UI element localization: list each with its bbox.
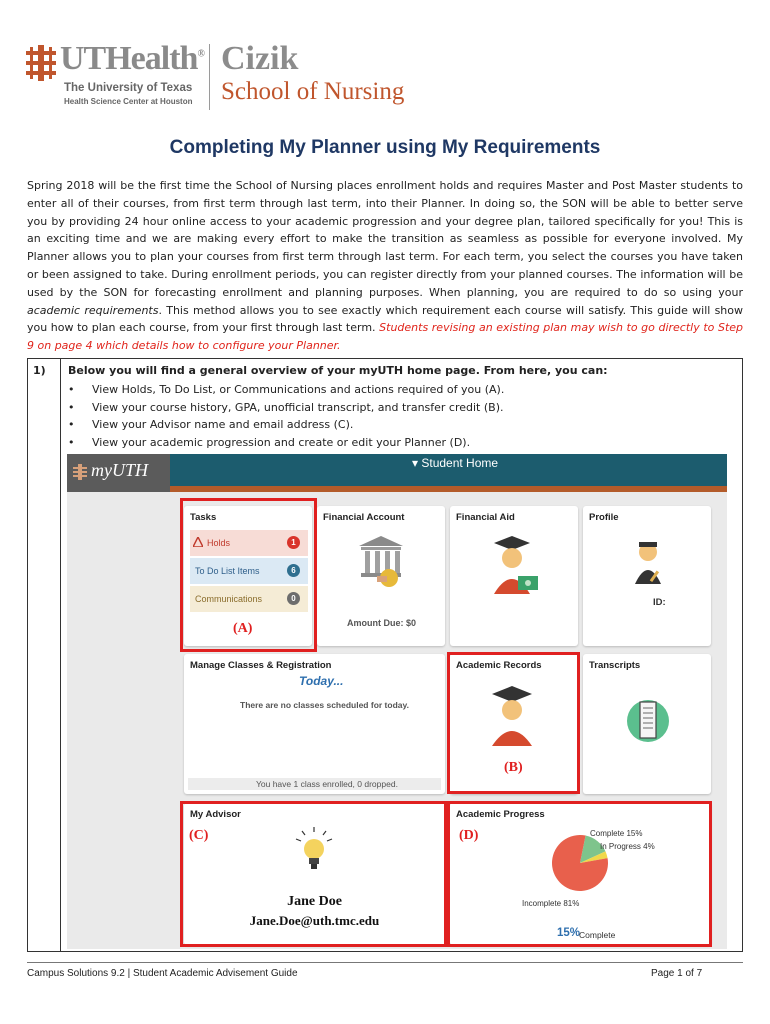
advisor-header: My Advisor xyxy=(190,809,241,820)
financial-account-header: Financial Account xyxy=(323,512,405,523)
amount-due: Amount Due: $0 xyxy=(347,618,417,628)
todo-item[interactable]: To Do List Items 6 xyxy=(190,558,308,584)
manage-classes-header: Manage Classes & Registration xyxy=(190,660,332,671)
myuth-brand-block xyxy=(67,454,170,492)
intro-red-note: Students revising an existing plan may wish to go directly to Step 9 on page 4 which details how to configure your Planner. xyxy=(27,321,744,353)
todo-count-badge: 6 xyxy=(287,564,300,577)
footer-divider xyxy=(27,962,743,963)
step-table-divider xyxy=(60,358,61,952)
financial-aid-header: Financial Aid xyxy=(456,512,515,523)
step-number: 1) xyxy=(33,364,46,377)
intro-paragraph: Spring 2018 will be the first time the School of Nursing places enrollment holds and requires Master and Post Master students to enter all of their courses, from first term through last term, into their Planner. In doing so, the SON will be able to better serve you by providing 24 hour online access to your academic progression and your degree plan, tailored specifically for you! This is an exciting time and we are making every effort to make the transition as seamless as possible for everyone involved. My Planner allows you to plan your courses from first term through last term. For each term, you select the courses you have taken or been assigned to take. During enrollment periods, you can register directly from your planned courses. The information will be used by the SON for forecasting enrollment and planning purposes. When planning, you are required to do so using your academic requirements. This method allows you to see exactly which requirement each course will satisfy. This guide will show you how to plan each course, from your first through last term. Students revising an existing plan may wish to go directly to Step 9 on page 4 which details how to configure your Planner. xyxy=(27,179,744,353)
bullet-item: • View your course history, GPA, unofficial transcript, and transfer credit (B). xyxy=(88,399,504,417)
communications-item[interactable]: Communications 0 xyxy=(190,586,308,612)
tasks-header: Tasks xyxy=(190,512,217,523)
no-classes-text: There are no classes scheduled for today. xyxy=(240,700,409,710)
bank-icon xyxy=(359,536,403,588)
enrolled-text: You have 1 class enrolled, 0 dropped. xyxy=(256,779,398,789)
page-title: Completing My Planner using My Requirements xyxy=(169,137,601,158)
transcripts-tile[interactable] xyxy=(583,654,711,794)
uthealth-logo-mark-icon xyxy=(26,45,56,81)
today-label: Today... xyxy=(299,674,344,688)
footer-page-number: Page 1 of 7 xyxy=(651,968,703,979)
progress-complete-text: Complete xyxy=(579,930,616,940)
financial-account-tile[interactable] xyxy=(317,506,445,646)
bullet-item: • View Holds, To Do List, or Communications and actions required of you (A). xyxy=(88,381,504,399)
label-a: (A) xyxy=(233,621,253,636)
myuth-brand: myUTH xyxy=(91,460,148,480)
pie-incomplete-label: Incomplete 81% xyxy=(522,899,580,908)
pie-complete-label: Complete 15% xyxy=(590,829,643,838)
transcripts-header: Transcripts xyxy=(589,660,641,671)
profile-id-label: ID: xyxy=(653,597,666,608)
user-profile-icon xyxy=(633,542,663,584)
step-bullets xyxy=(88,381,504,451)
logo-divider xyxy=(209,44,210,110)
label-c: (C) xyxy=(189,828,209,843)
step-heading: Below you will find a general overview of your myUTH home page. From here, you can: xyxy=(68,364,608,377)
student-home-nav[interactable]: ▾ Student Home xyxy=(412,456,499,470)
bullet-item: • View your Advisor name and email address (C). xyxy=(88,416,504,434)
highlight-d xyxy=(447,801,712,947)
label-b: (B) xyxy=(504,760,523,775)
holds-count-badge: 1 xyxy=(287,536,300,549)
financial-aid-tile[interactable] xyxy=(450,506,578,646)
logo-university-line: The University of Texas xyxy=(64,82,193,94)
logo-hsc-line: Health Science Center at Houston xyxy=(64,97,193,106)
academic-records-header: Academic Records xyxy=(456,660,542,671)
footer-guide-title: Campus Solutions 9.2 | Student Academic Advisement Guide xyxy=(27,968,298,979)
myuth-home-screenshot xyxy=(67,454,727,949)
advisor-email[interactable]: Jane.Doe@uth.tmc.edu xyxy=(249,913,380,928)
holds-item[interactable]: Holds 1 xyxy=(190,530,308,556)
graduate-money-icon xyxy=(490,536,540,600)
logo-uthealth: UTHealth® xyxy=(60,40,204,77)
progress-percent: 15% xyxy=(557,927,581,939)
academic-progress-header: Academic Progress xyxy=(456,809,545,820)
myuth-mark-icon xyxy=(73,464,87,480)
bullet-item: • View your academic progression and create or edit your Planner (D). xyxy=(88,434,504,452)
advisor-name: Jane Doe xyxy=(287,894,342,909)
manage-classes-tile[interactable] xyxy=(184,654,445,794)
highlight-c xyxy=(180,801,447,947)
label-d: (D) xyxy=(459,828,479,843)
communications-count-badge: 0 xyxy=(287,592,300,605)
transcript-document-icon xyxy=(627,690,669,752)
pie-inprogress-label: In Progress 4% xyxy=(600,842,655,851)
logo-cizik: Cizik xyxy=(221,40,299,77)
logo-school-of-nursing: School of Nursing xyxy=(221,78,405,105)
profile-tile[interactable] xyxy=(583,506,711,646)
profile-header: Profile xyxy=(589,512,619,523)
